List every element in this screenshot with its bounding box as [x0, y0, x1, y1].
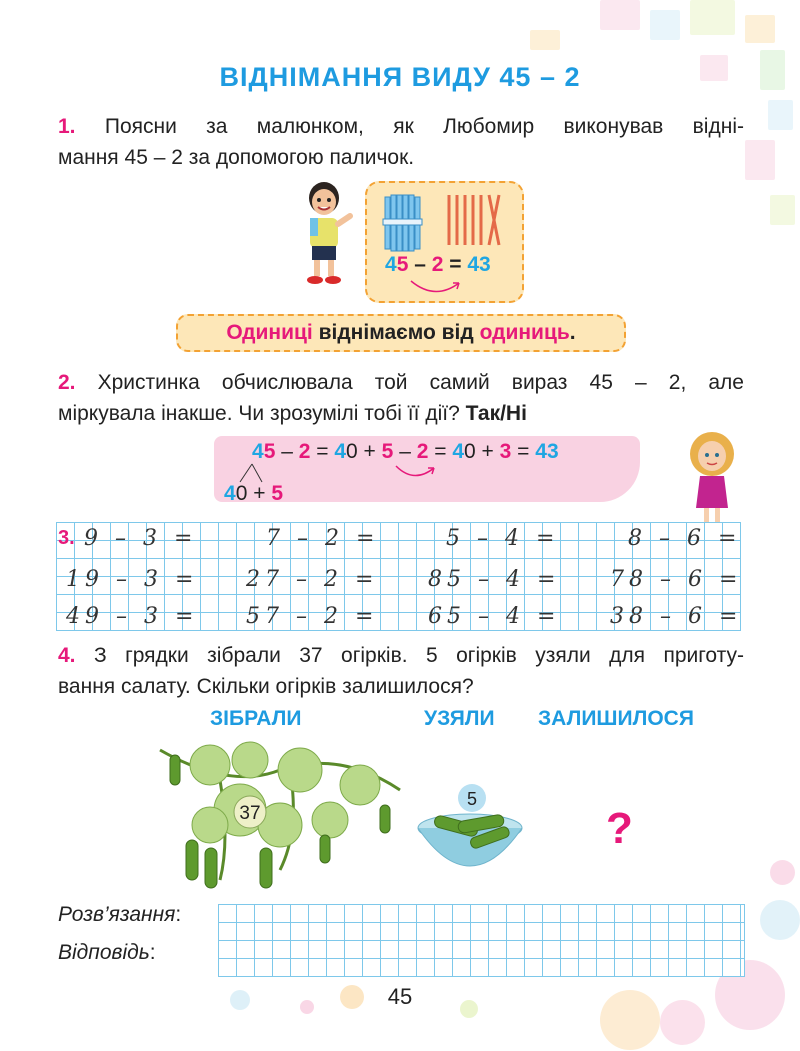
task1-equation — [385, 253, 491, 277]
eq-minus: – — [408, 253, 432, 276]
expr-part: 4 — [252, 440, 264, 463]
sticks-bundle-illustration — [379, 189, 514, 253]
exercise: 49 – 3 = — [66, 604, 199, 629]
cucumber-vine-illustration — [150, 730, 410, 900]
eq-result: 43 — [467, 253, 491, 276]
taken-count: 5 — [466, 789, 478, 809]
task2-split — [224, 482, 283, 506]
expr-part: 2 — [416, 440, 429, 463]
task2-text — [58, 367, 744, 429]
expr-part: 0 + — [464, 440, 500, 463]
task2-number: 2. — [58, 371, 76, 394]
task3-num-label: 3. — [58, 527, 75, 549]
answer-label-text: Відповідь — [58, 941, 150, 964]
exercise: 85 – 4 = — [428, 567, 561, 592]
exercise: 38 – 6 = — [610, 604, 743, 629]
eq-equals: = — [443, 253, 468, 276]
expr-part: – — [275, 440, 299, 463]
colon: : — [149, 941, 156, 964]
eq-tens: 4 — [385, 253, 397, 276]
task2-expression — [252, 440, 559, 464]
task4-text — [58, 640, 744, 702]
task2-line1: Христинка обчислювала той самий вираз 45 – 2, але — [97, 371, 744, 394]
page-number: 45 — [387, 984, 413, 1009]
expr-part: – — [393, 440, 417, 463]
rule-units2: одиниць — [479, 321, 570, 344]
eq-units: 5 — [396, 253, 409, 276]
arc-arrow — [407, 279, 467, 297]
expr-part: = — [511, 440, 536, 463]
expr-part: 0 + — [346, 440, 382, 463]
exercise: 9 – 3 = — [84, 526, 198, 551]
expr-part: 43 — [535, 440, 559, 463]
exercise: 7 – 2 = — [266, 526, 380, 551]
task2-line2: міркувала інакше. Чи зрозумілі тобі її дії? — [58, 402, 466, 425]
expr-part: 2 — [298, 440, 311, 463]
task4-line2: вання салату. Скільки огірків залишилося? — [58, 675, 474, 698]
girl-illustration — [682, 428, 742, 532]
task3-number — [58, 527, 75, 550]
rule-units1: Одиниці — [226, 321, 313, 344]
sticks-box — [365, 181, 524, 303]
exercise: 5 – 4 = — [446, 526, 560, 551]
speech-bubble — [214, 436, 640, 505]
task1-line2: мання 45 – 2 за допомогою паличок. — [58, 146, 415, 169]
header-taken: УЗЯЛИ — [424, 707, 495, 730]
rule-box — [176, 314, 626, 352]
split-mid: 0 + — [235, 482, 272, 505]
eq-subtrahend: 2 — [431, 253, 444, 276]
task4-number: 4. — [58, 644, 76, 667]
exercise: 78 – 6 = — [610, 567, 743, 592]
header-collected: ЗІБРАЛИ — [210, 707, 302, 730]
solution-label-text: Розв’язання — [58, 903, 176, 926]
split-units: 5 — [271, 482, 283, 505]
header-left: ЗАЛИШИЛОСЯ — [538, 707, 694, 730]
split-lines — [234, 462, 264, 484]
boy-illustration — [296, 176, 356, 288]
task1-number: 1. — [58, 115, 76, 138]
task2-answer-options: Так/Ні — [465, 402, 527, 425]
expr-part: = — [428, 440, 453, 463]
exercise: 19 – 3 = — [66, 567, 199, 592]
expr-part: 4 — [334, 440, 347, 463]
exercise: 57 – 2 = — [246, 604, 379, 629]
task4-line1: З грядки зібрали 37 огірків. 5 огірків узяли для приготу- — [93, 644, 744, 667]
task1-line1: Поясни за малюнком, як Любомир виконував відні- — [104, 115, 744, 138]
task1-text — [58, 111, 744, 173]
question-mark: ? — [606, 804, 633, 853]
exercise: 27 – 2 = — [246, 567, 379, 592]
exercise: 8 – 6 = — [628, 526, 742, 551]
expr-part: 5 — [381, 440, 394, 463]
colon: : — [175, 903, 182, 926]
expr-part: 4 — [452, 440, 465, 463]
page-title: ВІДНІМАННЯ ВИДУ 45 – 2 — [219, 62, 581, 92]
expr-part: = — [310, 440, 335, 463]
answer-label — [58, 941, 156, 965]
expr-part: 5 — [263, 440, 276, 463]
arc-arrow-2 — [392, 464, 440, 480]
rule-middle: віднімаємо від — [312, 321, 480, 344]
exercise: 65 – 4 = — [428, 604, 561, 629]
collected-count: 37 — [239, 803, 261, 824]
expr-part: 3 — [499, 440, 512, 463]
solution-label — [58, 903, 181, 927]
rule-dot: . — [569, 321, 576, 344]
split-tens: 4 — [224, 482, 236, 505]
solution-grid[interactable] — [218, 904, 745, 977]
bowl-illustration — [414, 784, 526, 870]
